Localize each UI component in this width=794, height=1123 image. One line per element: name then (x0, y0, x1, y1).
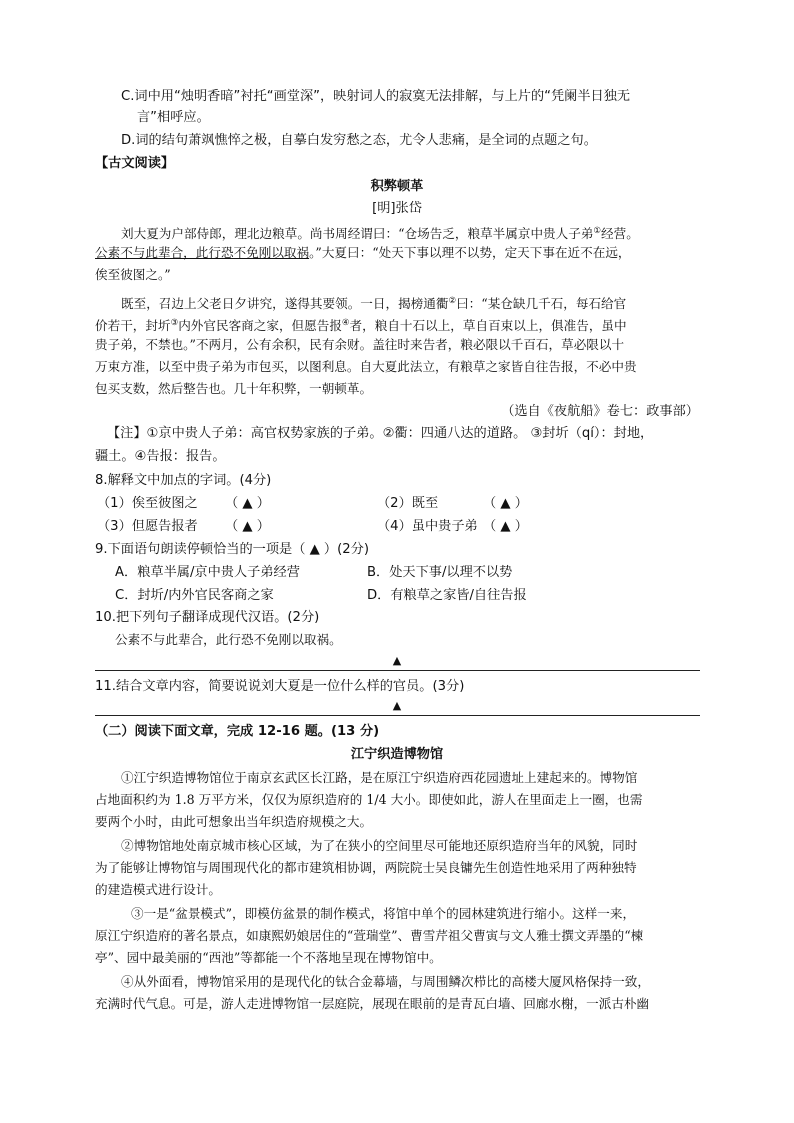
section2-p3-line3: 亭”、园中最美丽的“西池”等都能一个不落地呈现在博物馆中。 (95, 950, 442, 965)
section2-p4-line2: 充满时代气息。可是，游人走进博物馆一层庭院，展现在眼前的是青瓦白墙、回廊水榭，一派古朴幽 (95, 996, 650, 1011)
text: 经营。 (601, 226, 639, 241)
q9-stem: 9.下面语句朗读停顿恰当的一项是（ ▲ ）(2分) (95, 542, 369, 557)
note-marker: ③ (170, 318, 179, 328)
q9-option-c[interactable]: C．封圻/内外官民客商之家 (115, 588, 274, 603)
article-p2-line1 (121, 291, 626, 314)
notes-line1: 【注】①京中贵人子弟：高官权势家族的子弟。②衢：四通八达的道路。 ③封圻（qí）：封地， (107, 426, 654, 441)
q9-option-d[interactable]: D．有粮草之家皆/自往告报 (367, 588, 527, 603)
section2-p2-line2: 为了能够让博物馆与周围现代化的都市建筑相协调，两院院士吴良镛先生创造性地采用了两种独特 (95, 860, 637, 875)
article-p2-line2 (95, 313, 627, 336)
q11-stem: 11.结合文章内容，简要说说刘大夏是一位什么样的官员。(3分) (95, 679, 465, 694)
text: 既至，召边上父老日夕讲究，遂得其要领。一日，揭榜通衢 (121, 296, 449, 311)
article-source: （选自《夜航船》卷七：政事部） (501, 404, 699, 419)
section-heading-gu: 【古文阅读】 (95, 156, 175, 171)
article-p1-line1 (121, 221, 639, 244)
option-d-line: D.词的结句萧飒憔悴之极，自摹白发穷愁之态，尤令人悲痛，是全词的点题之句。 (121, 133, 597, 148)
q8-item-1-answer[interactable]: （ ▲ ） (225, 496, 270, 511)
section2-title: 江宁织造博物馆 (350, 747, 444, 762)
note-marker: ② (448, 296, 457, 306)
q8-item-2-answer[interactable]: （ ▲ ） (483, 496, 528, 511)
q11-answer-line[interactable] (95, 715, 700, 716)
note-marker: ④ (341, 318, 350, 328)
underlined-sentence: 公素不与此辈合，此行恐不免刚以取祸 (95, 245, 310, 260)
q10-stem: 10.把下列句子翻译成现代汉语。(2分) (95, 610, 320, 625)
article-title: 积弊顿革 (370, 179, 424, 194)
q11-answer-mark[interactable]: ▲ (392, 699, 402, 712)
article-p1-line3: 俟至彼图之。” (95, 267, 171, 282)
article-p1-line2 (95, 243, 631, 263)
q10-answer-line[interactable] (95, 670, 700, 671)
section2-p3-line2: 原江宁织造府的著名景点，如康熙奶娘居住的“萱瑞堂”、曹雪芹祖父曹寅与文人雅士撰文弄墨的“楝 (95, 928, 644, 943)
q8-stem: 8.解释文中加点的字词。(4分) (95, 473, 272, 488)
section2-heading: （二）阅读下面文章，完成 12-16 题。(13 分) (95, 724, 380, 739)
option-c-line2: 言”相呼应。 (137, 110, 210, 125)
section2-p1-line1: ①江宁织造博物馆位于南京玄武区长江路，是在原江宁织造府西花园遗址上建起来的。博物馆 (121, 770, 638, 785)
section2-p1-line2: 占地面积约为 1.8 万平方米，仅仅为原织造府的 1/4 大小。即使如此，游人在里面走上一圈，也需 (95, 792, 643, 807)
text: 刘大夏为户部侍郎，理北边粮草。尚书周经谓曰：“仓场告乏，粮草半属京中贵人子弟 (121, 226, 594, 241)
section2-p2-line3: 的建造模式进行设计。 (95, 882, 221, 897)
option-c-line1: C.词中用“烛明香暗”衬托“画堂深”，映射词人的寂寞无法排解，与上片的“凭阑半日独无 (121, 89, 631, 104)
section2-p3-line1: ③一是“盆景模式”，即模仿盆景的制作模式，将馆中单个的园林建筑进行缩小。这样一来， (131, 906, 636, 921)
text: 。”大夏曰：“处天下事以理不以势，定天下事在近不在远， (309, 245, 631, 260)
notes-line2: 疆土。④告报：报告。 (95, 449, 226, 464)
section2-p2-line1: ②博物馆地处南京城市核心区域，为了在狭小的空间里尽可能地还原织造府当年的风貌，同时 (121, 838, 638, 853)
q8-item-3-answer[interactable]: （ ▲ ） (225, 519, 270, 534)
q10-sentence: 公素不与此辈合，此行恐不免刚以取祸。 (115, 632, 342, 647)
text: 曰：“某仓缺几千石，每石给官 (456, 296, 627, 311)
q8-item-1-label: （1）俟至彼图之 (97, 496, 198, 511)
article-author: [明]张岱 (372, 201, 422, 216)
q10-answer-mark[interactable]: ▲ (392, 654, 402, 667)
article-p2-line4: 万束方准，以至中贵子弟为市包买，以图利息。自大夏此法立，有粮草之家皆自往告报，不必中贵 (95, 359, 637, 374)
article-p2-line5: 包买支数，然后整告也。几十年积弊，一朝顿革。 (95, 381, 373, 396)
q8-item-4-label: （4）虽中贵子弟 (377, 519, 478, 534)
q9-option-a[interactable]: A．粮草半属/京中贵人子弟经营 (115, 565, 300, 580)
section2-p1-line3: 要两个小时，由此可想象出当年织造府规模之大。 (95, 814, 373, 829)
section2-p4-line1: ④从外面看，博物馆采用的是现代化的钛合金幕墙，与周围鳞次栉比的高楼大厦风格保持一致， (121, 974, 650, 989)
q8-item-4-answer[interactable]: （ ▲ ） (483, 519, 528, 534)
q8-item-2-label: （2）既至 (377, 496, 439, 511)
article-p2-line3: 贵子弟，不禁也。”不两月，公有余积，民有余财。盖往时来告者，粮必限以千百石，草必限以十 (95, 337, 625, 352)
note-marker: ① (593, 226, 602, 236)
q8-item-3-label: （3）但愿告报者 (97, 519, 198, 534)
text: 内外官民客商之家，但愿告报 (178, 318, 342, 333)
text: 者，粮自十石以上，草自百束以上，俱准告，虽中 (349, 318, 627, 333)
q9-option-b[interactable]: B．处天下事/以理不以势 (367, 565, 513, 580)
text: 价若干，封圻 (95, 318, 171, 333)
